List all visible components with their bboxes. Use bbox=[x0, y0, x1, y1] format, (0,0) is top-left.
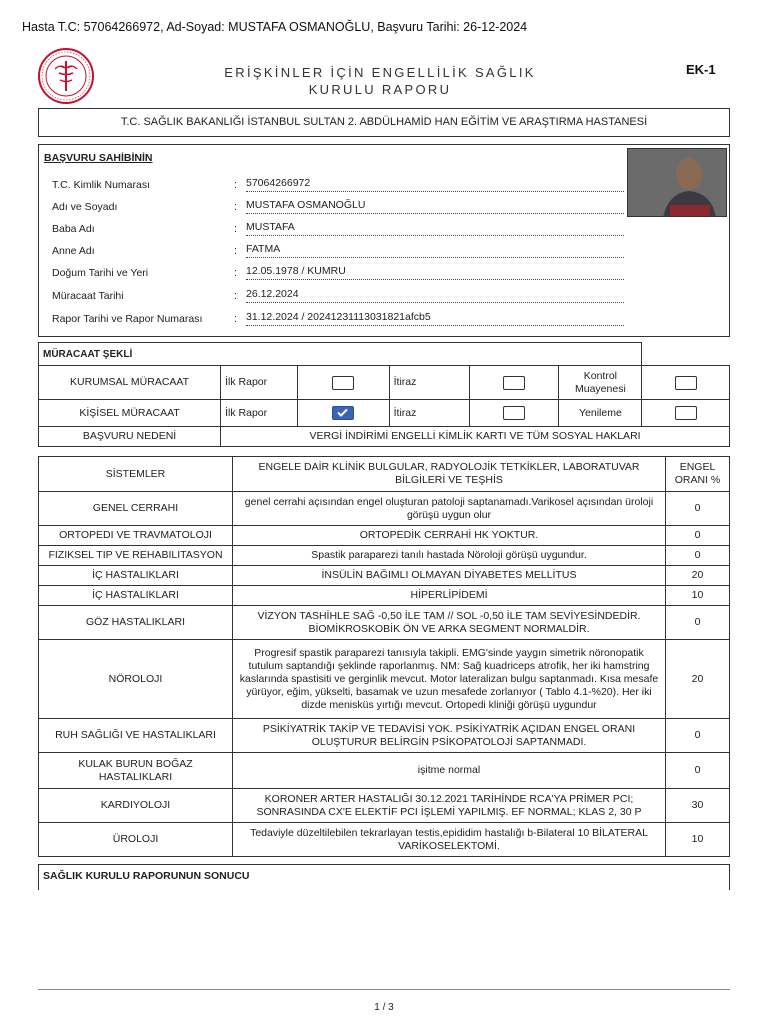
findings: KORONER ARTER HASTALIĞI 30.12.2021 TARİHİNDE RCA'YA PRİMER PCI; SONRASINDA CX'E ELEKTİF PCI İŞLEMİ YAPILMIŞ. EF NORMAL; KLAS 2, 30 P bbox=[233, 789, 666, 823]
findings: Progresif spastik paraparezi tanısıyla takipli. EMG'sinde yaygın simetrik nöronopatik tutulum saptandığı şeklinde raporlanmış. NM: Sağ kuadriceps atrofik, her iki hamstring kaslarında spastisiti ve gerginlik mevcut. Motor lateralizan bulgu saptanmadı. Kısa mesafe yürüyor, eğim, yükselti, basamak ve uzun mesafede zorlanıyor ( Tablo 4.1-%20). Her iki dizde menisküs yırtığı mevcut. Ortopedi kliniği görüşü uygundur bbox=[233, 640, 666, 719]
applicant-section-title: BAŞVURU SAHİBİNİN bbox=[44, 152, 153, 164]
colon: : bbox=[234, 201, 238, 213]
systems-table bbox=[38, 456, 730, 857]
rate: 10 bbox=[666, 823, 730, 857]
footer-divider bbox=[38, 989, 730, 990]
col-header-system: SİSTEMLER bbox=[39, 457, 233, 492]
first-report-label: İlk Rapor bbox=[221, 400, 298, 427]
findings: genel cerrahi açısından engel oluşturan patoloji saptanamadı.Varikosel açısından üroloji görüşü uygun olur bbox=[233, 492, 666, 526]
table-row bbox=[39, 566, 730, 586]
patient-header-line: Hasta T.C: 57064266972, Ad-Soyad: MUSTAFA OSMANOĞLU, Başvuru Tarihi: 26-12-2024 bbox=[22, 20, 528, 34]
father-label: Baba Adı bbox=[52, 223, 95, 235]
system-name: KULAK BURUN BOĞAZ HASTALIKLARI bbox=[39, 753, 233, 789]
control-exam-line2: Muayenesi bbox=[575, 382, 626, 395]
tc-value: 57064266972 bbox=[246, 177, 624, 192]
table-row bbox=[39, 640, 730, 719]
table-row bbox=[39, 546, 730, 566]
rate: 20 bbox=[666, 640, 730, 719]
system-name: RUH SAĞLIĞI VE HASTALIKLARI bbox=[39, 719, 233, 753]
findings: Tedaviyle düzeltilebilen tekrarlayan testis,epididim hastalığı b-Bilateral 10 BİLATERAL VARİKOSELEKTOMİ. bbox=[233, 823, 666, 857]
application-date-value: 26.12.2024 bbox=[246, 288, 624, 303]
system-name: İÇ HASTALIKLARI bbox=[39, 566, 233, 586]
report-number-label: Rapor Tarihi ve Rapor Numarası bbox=[52, 313, 203, 325]
check-icon bbox=[332, 406, 354, 420]
page-number: 1 / 3 bbox=[374, 1002, 394, 1013]
system-name: İÇ HASTALIKLARI bbox=[39, 586, 233, 606]
table-row bbox=[39, 606, 730, 640]
name-value: MUSTAFA OSMANOĞLU bbox=[246, 199, 624, 214]
mother-label: Anne Adı bbox=[52, 245, 95, 257]
rate: 0 bbox=[666, 753, 730, 789]
rate: 0 bbox=[666, 546, 730, 566]
colon: : bbox=[234, 267, 238, 279]
findings: işitme normal bbox=[233, 753, 666, 789]
control-exam-label bbox=[559, 366, 642, 400]
system-name: ÜROLOJI bbox=[39, 823, 233, 857]
table-row bbox=[39, 526, 730, 546]
system-name: NÖROLOJI bbox=[39, 640, 233, 719]
col-header-rate: ENGEL ORANI % bbox=[666, 457, 730, 492]
corporate-objection-checkbox[interactable] bbox=[470, 366, 559, 400]
table-row bbox=[39, 719, 730, 753]
ministry-logo bbox=[37, 47, 95, 105]
rate: 20 bbox=[666, 566, 730, 586]
application-date-label: Müracaat Tarihi bbox=[52, 290, 124, 302]
personal-objection-checkbox[interactable] bbox=[470, 400, 559, 427]
father-value: MUSTAFA bbox=[246, 221, 624, 236]
findings: PSİKİYATRİK TAKİP VE TEDAVİSİ YOK. PSİKİYATRİK AÇIDAN ENGEL ORANI OLUŞTURUR BELİRGİN PSİKOPATOLOJİ SAPTANMADI. bbox=[233, 719, 666, 753]
table-row bbox=[39, 823, 730, 857]
system-name: ORTOPEDI VE TRAVMATOLOJI bbox=[39, 526, 233, 546]
renewal-label: Yenileme bbox=[559, 400, 642, 427]
report-title-line1: ERİŞKİNLER İÇİN ENGELLİLİK SAĞLIK bbox=[224, 65, 536, 80]
birth-value: 12.05.1978 / KUMRU bbox=[246, 265, 624, 280]
hospital-name: T.C. SAĞLIK BAKANLIĞI İSTANBUL SULTAN 2. ABDÜLHAMİD HAN EĞİTİM VE ARAŞTIRMA HASTANESİ bbox=[38, 108, 730, 137]
col-header-findings: ENGELE DAİR KLİNİK BULGULAR, RADYOLOJİK TETKİKLER, LABORATUVAR BİLGİLERİ VE TEŞHİS bbox=[233, 457, 666, 492]
first-report-label: İlk Rapor bbox=[221, 366, 298, 400]
system-name: GÖZ HASTALIKLARI bbox=[39, 606, 233, 640]
findings: VİZYON TASHİHLE SAĞ -0,50 İLE TAM // SOL -0,50 İLE TAM SEVİYESİNDEDİR. BİOMİKROSKOBİK ÖN VE ARKA SEGMENT NORMALDİR. bbox=[233, 606, 666, 640]
findings: İNSÜLİN BAĞIMLI OLMAYAN DİYABETES MELLİTUS bbox=[233, 566, 666, 586]
personal-renewal-checkbox[interactable] bbox=[642, 400, 730, 427]
findings: HİPERLİPİDEMİ bbox=[233, 586, 666, 606]
table-row bbox=[39, 789, 730, 823]
colon: : bbox=[234, 223, 238, 235]
objection-label: İtiraz bbox=[389, 366, 469, 400]
reason-value: VERGİ İNDİRİMİ ENGELLİ KİMLİK KARTI VE TÜM SOSYAL HAKLARI bbox=[221, 427, 730, 447]
tc-label: T.C. Kimlik Numarası bbox=[52, 179, 151, 191]
personal-first-report-checkbox[interactable] bbox=[298, 400, 389, 427]
birth-label: Doğum Tarihi ve Yeri bbox=[52, 267, 149, 279]
report-number-value: 31.12.2024 / 20241231113031821afcb5 bbox=[246, 311, 624, 326]
corporate-control-checkbox[interactable] bbox=[642, 366, 730, 400]
form-code: EK-1 bbox=[686, 62, 716, 77]
reason-label: BAŞVURU NEDENİ bbox=[39, 427, 221, 447]
rate: 0 bbox=[666, 492, 730, 526]
rate: 0 bbox=[666, 719, 730, 753]
colon: : bbox=[234, 313, 238, 325]
system-name: GENEL CERRAHI bbox=[39, 492, 233, 526]
applicant-photo bbox=[627, 148, 727, 217]
system-name: KARDIYOLOJI bbox=[39, 789, 233, 823]
table-row bbox=[39, 753, 730, 789]
personal-application-label: KİŞİSEL MÜRACAAT bbox=[39, 400, 221, 427]
name-label: Adı ve Soyadı bbox=[52, 201, 118, 213]
rate: 0 bbox=[666, 526, 730, 546]
corporate-first-report-checkbox[interactable] bbox=[298, 366, 389, 400]
rate: 30 bbox=[666, 789, 730, 823]
report-title-line2: KURULU RAPORU bbox=[308, 82, 452, 97]
corporate-application-label: KURUMSAL MÜRACAAT bbox=[39, 366, 221, 400]
result-section bbox=[38, 864, 730, 890]
rate: 0 bbox=[666, 606, 730, 640]
colon: : bbox=[234, 245, 238, 257]
application-section-title: MÜRACAAT ŞEKLİ bbox=[39, 343, 642, 366]
colon: : bbox=[234, 179, 238, 191]
control-exam-line1: Kontrol bbox=[583, 369, 618, 382]
result-section-title: SAĞLIK KURULU RAPORUNUN SONUCU bbox=[43, 870, 250, 882]
findings: Spastik paraparezi tanılı hastada Nöroloji görüşü uygundur. bbox=[233, 546, 666, 566]
colon: : bbox=[234, 290, 238, 302]
table-row bbox=[39, 492, 730, 526]
objection-label: İtiraz bbox=[389, 400, 469, 427]
rate: 10 bbox=[666, 586, 730, 606]
system-name: FIZIKSEL TIP VE REHABILITASYON bbox=[39, 546, 233, 566]
application-type-table bbox=[38, 342, 730, 447]
findings: ORTOPEDİK CERRAHİ HK YOKTUR. bbox=[233, 526, 666, 546]
table-row bbox=[39, 586, 730, 606]
mother-value: FATMA bbox=[246, 243, 624, 258]
